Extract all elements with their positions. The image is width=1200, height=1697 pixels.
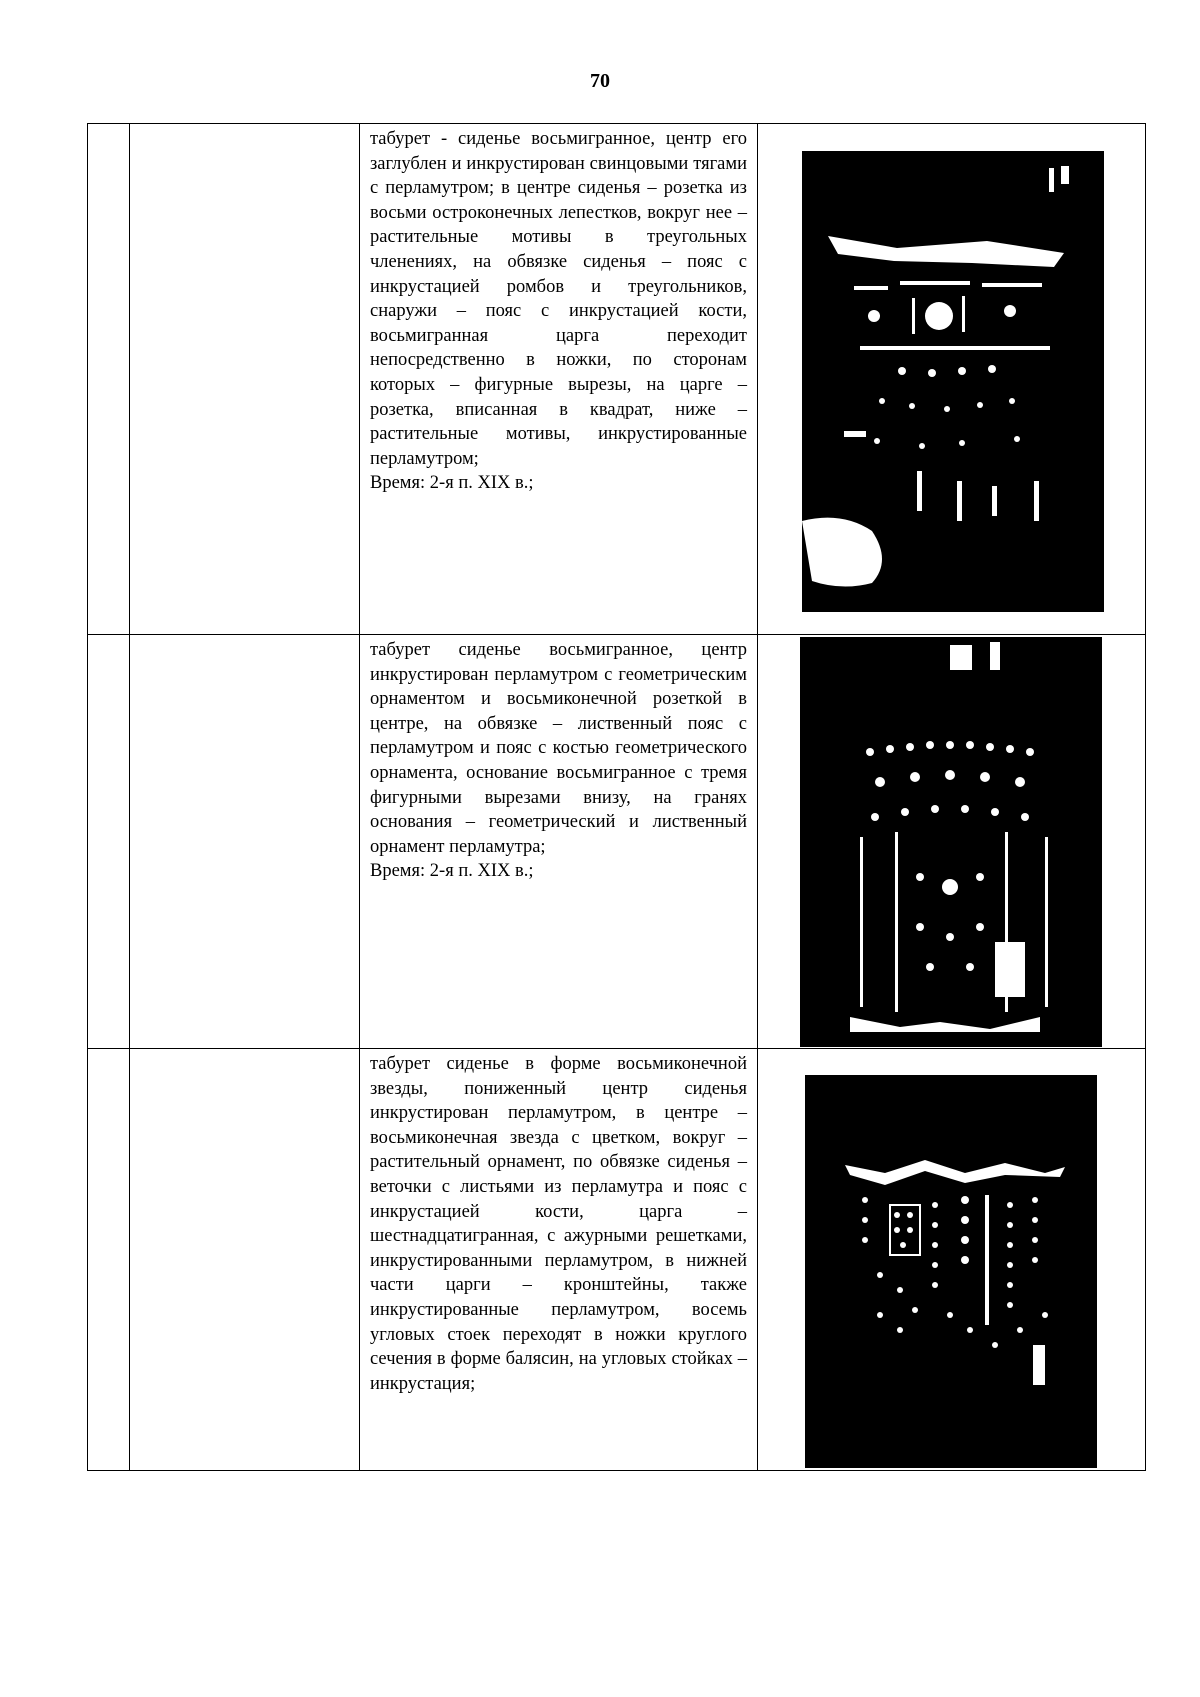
item-description [360,635,757,884]
photo-cell [758,635,1146,1049]
item-description [360,1049,757,1396]
item-name-cell [130,1049,360,1471]
octagonal-stool-photo-icon [800,637,1102,1047]
description-text: табурет сиденье в форме восьмиконечной звезды, пониженный центр сиденья инкрустирован перламутром, в центре – восьмиконечная звезда с цветком, вокруг – растительный орнамент, по обвязке сиденья – веточки с листьями из перламутра и пояс с инкрустацией кости, царга – шестнадцатигранная, с ажурными решетками, инкрустированными перламутром, в нижней части царги – кронштейны, также инкрустированные перламутром, восемь угловых стоек переходят в ножки круглого сечения в форме балясин, на угловых стойках – инкрустация; [370,1054,747,1394]
description-text: табурет - сиденье восьмигранное, центр его заглублен и инкрустирован свинцовыми тягами с перламутром; в центре сиденья – розетка из восьми остроконечных лепестков, вокруг нее – растительные мотивы в треугольных членениях, на обвязке сиденья – пояс с инкрустацией ромбов и треугольников, снаружи – пояс с инкрустацией кости, восьмигранная царга переходит непосредственно в ножки, по сторонам которых – фигурные вырезы, на царге – розетка, вписанная в квадрат, ниже – растительные мотивы, инкрустированные перламутром; [370,129,747,469]
octagonal-stool-photo-icon [802,151,1104,612]
row-number-cell [88,124,130,635]
table-row [88,635,1146,1049]
inventory-table [87,123,1146,1471]
table-row [88,124,1146,635]
dating-text: Время: 2-я п. XIX в.; [370,473,534,494]
description-cell [360,635,758,1049]
row-number-cell [88,1049,130,1471]
dating-text: Время: 2-я п. XIX в.; [370,861,534,882]
photo-cell [758,1049,1146,1471]
star-stool-photo-icon [805,1075,1097,1468]
item-name-cell [130,635,360,1049]
photo-cell [758,124,1146,635]
table-row [88,1049,1146,1471]
row-number-cell [88,635,130,1049]
item-name-cell [130,124,360,635]
page-number: 70 [590,70,610,92]
description-cell [360,1049,758,1471]
description-text: табурет сиденье восьмигранное, центр инкрустирован перламутром с геометрическим орнаментом и восьмиконечной розеткой в центре, на обвязке – лиственный пояс с перламутром и пояс с костью геометрического орнамента, основание восьмигранное с тремя фигурными вырезами внизу, на гранях основания – геометрический и лиственный орнамент перламутра; [370,640,747,857]
item-description [360,124,757,496]
description-cell [360,124,758,635]
